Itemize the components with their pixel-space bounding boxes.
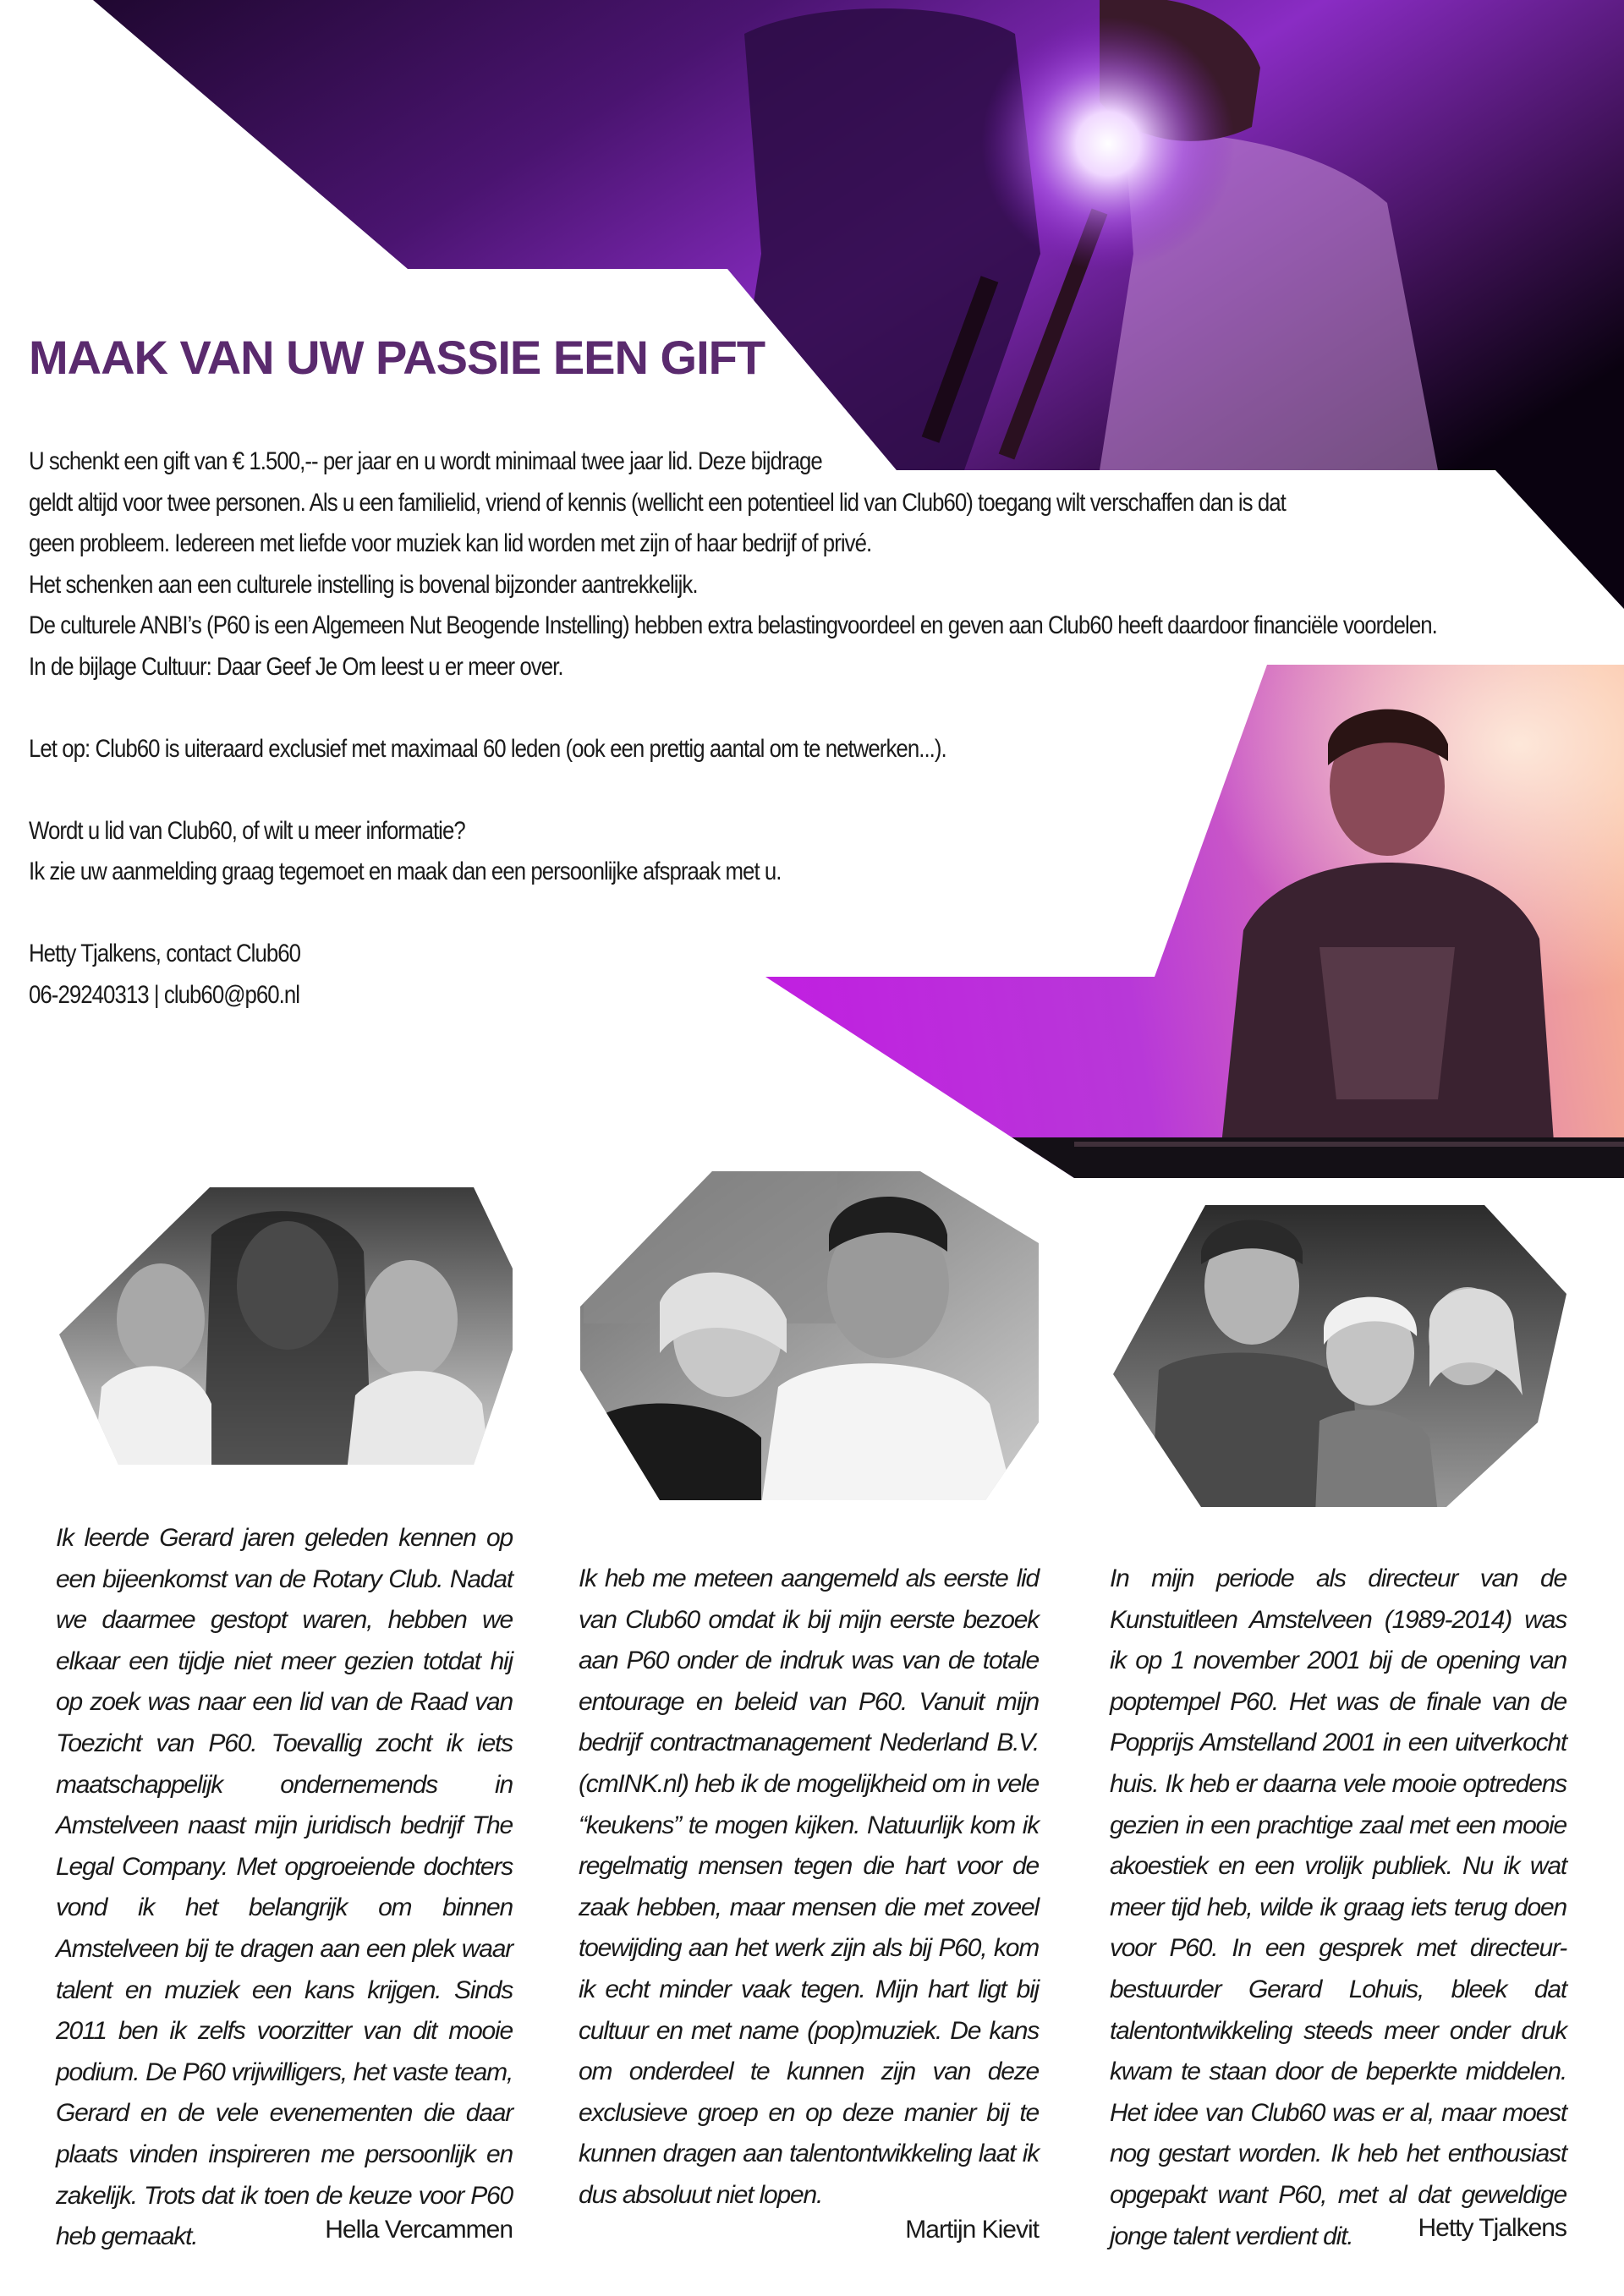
testimonial-text-martijn: Ik heb me meteen aangemeld als eerste lid van Club60 omdat ik bij mijn eerste bezoek aan P60 onder de indruk was van de totale entourage en beleid van P60. Vanuit mijn bedrijf contractmanagement Nederland B.V. (cmINK.nl) heb ik de mogelijkheid om in vele “keukens” te mogen kijken. Natuurlijk kom ik regelmatig mensen tegen die hart voor de zaak hebben, maar mensen die met zoveel toewijding aan het werk zijn als bij P60, kom ik echt minder vaak tegen. Mijn hart ligt bij cultuur en met name (pop)muziek. De kans om onderdeel te kunnen zijn van deze exclusieve groep en op deze manier bij te kunnen dragen aan talentontwikkeling laat ik dus absoluut niet lopen.	[579, 1564, 1039, 2209]
intro-line: geldt altijd voor twee personen. Als u een familielid, vriend of kennis (wellicht een potentieel lid van Club60) toegang wilt verschaffen dan is dat	[29, 488, 1286, 517]
testimonial-author-hetty: Hetty Tjalkens	[1418, 2214, 1566, 2242]
intro-line: Het schenken aan een culturele instelling is bovenal bijzonder aantrekkelijk.	[29, 570, 698, 599]
intro-line: geen probleem. Iedereen met liefde voor muziek kan lid worden met zijn of haar bedrijf of privé.	[29, 529, 872, 557]
membership-notice: Let op: Club60 is uiteraard exclusief met maximaal 60 leden (ook een prettig aantal om te netwerken...).	[29, 734, 946, 763]
testimonial-text-hella: Ik leerde Gerard jaren geleden kennen op een bijeenkomst van de Rotary Club. Nadat we daarmee gestopt waren, hebben we elkaar een tijdje niet meer gezien totdat hij op zoek was naar een lid van de Raad van Toezicht van P60. Toevallig zocht ik iets maatschappelijk ondernemends in Amstelveen naast mijn juridisch bedrijf The Legal Company. Met opgroeiende dochters vond ik het belangrijk om binnen Amstelveen bij te dragen aan een plek waar talent en muziek een kans krijgen. Sinds 2011 ben ik zelfs voorzitter van dit mooie podium. De P60 vrijwilligers, het vaste team, Gerard en de vele evenementen die daar plaats vinden inspireren me persoonlijk en zakelijk. Trots dat ik toen de keuze voor P60 heb gemaakt.	[56, 1524, 513, 2251]
intro-text	[29, 441, 1437, 1016]
intro-line: De culturele ANBI’s (P60 is een Algemeen Nut Beogende Instelling) hebben extra belastingvoordeel en geven aan Club60 heeft daardoor financiële voordelen.	[29, 611, 1437, 639]
appointment-invitation: Ik zie uw aanmelding graag tegemoet en maak dan een persoonlijke afspraak met u.	[29, 858, 782, 885]
contact-details: 06-29240313 | club60@p60.nl	[29, 980, 300, 1009]
testimonial-author-martijn: Martijn Kievit	[905, 2216, 1039, 2244]
page-title: MAAK VAN UW PASSIE EEN GIFT	[29, 331, 765, 384]
membership-question: Wordt u lid van Club60, of wilt u meer informatie?	[29, 816, 465, 845]
intro-line: U schenkt een gift van € 1.500,-- per jaar en u wordt minimaal twee jaar lid. Deze bijdrage	[29, 447, 822, 475]
intro-line: In de bijlage Cultuur: Daar Geef Je Om leest u er meer over.	[29, 652, 563, 681]
testimonial-text-hetty: In mijn periode als directeur van de Kunstuitleen Amstelveen (1989-2014) was ik op 1 november 2001 bij de opening van poptempel P60. Het was de finale van de Popprijs Amstelland 2001 in een uitverkocht huis. Ik heb er daarna vele mooie optredens gezien in een prachtige zaal met een mooie akoestiek en een vrolijk publiek. Nu ik wat meer tijd heb, wilde ik graag iets terug doen voor P60. In een gesprek met directeur-bestuurder Gerard Lohuis, bleek dat talentontwikkeling steeds meer onder druk kwam te staan door de beperkte middelen. Het idee van Club60 was er al, maar moest nog gestart worden. Ik heb het enthousiast opgepakt want P60, met al dat geweldige jonge talent verdient dit.	[1110, 1564, 1566, 2250]
testimonial-author-hella: Hella Vercammen	[325, 2216, 513, 2244]
contact-name: Hetty Tjalkens, contact Club60	[29, 940, 301, 967]
